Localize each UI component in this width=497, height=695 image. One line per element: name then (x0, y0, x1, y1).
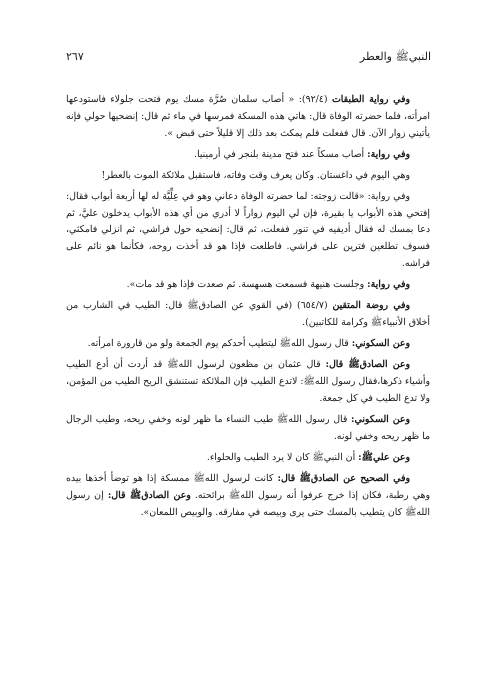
chapter-title: النبيﷺ والعطر (359, 50, 431, 63)
paragraph-4 (66, 189, 430, 273)
paragraph-lead: وفي روضة المتقين (332, 300, 411, 312)
paragraph-text: قال رسول اللهﷺ ليتطيب أحدكم يوم الجمعة ولو من قارورة امرأته. (87, 338, 352, 350)
page-body (66, 92, 430, 526)
paragraph-6 (66, 298, 430, 332)
paragraph-text: قال عثمان بن مظعون لرسول اللهﷺ قد أردت أن أدع الطيب وأشياء ذكرها،فقال رسول اللهﷺ: لاتدع الطيب فإن الملائكة تستنشق الريح الطيب من المؤمن، ولا تدع الطيب في كل جمعة. (65, 359, 430, 404)
page-number: ٢٦٧ (66, 50, 84, 63)
paragraph-text-2: إن رسول اللهﷺ كان يتطيب بالمسك حتى يرى وبيصه في مفارقه. والوبيص اللمعان». (66, 489, 430, 518)
paragraph-9 (66, 412, 430, 446)
paragraph-lead: وفي رواية: (367, 148, 410, 160)
paragraph-lead: وعن السكوني: (351, 413, 410, 425)
paragraph-lead: وعن السكوني: (351, 338, 410, 350)
running-header (66, 48, 431, 66)
paragraph-lead: وعن عليﷺ: (358, 451, 410, 463)
paragraph-lead: وعن الصادقﷺ قال: (325, 359, 410, 371)
paragraph-8 (66, 357, 430, 407)
paragraph-5 (66, 277, 430, 294)
paragraph-10 (66, 450, 430, 467)
paragraph-text: (٩٢/٤): « أصاب سلمان صُرَّة مسك يوم فتحت جلولاء فاستودعها امرأته، فلما حضرته الوفاة قال: هاتي هذه المسكة فمرسها في ماء ثم قال: إنضحيها حولي فإنه يأتيني زوار الآن. قال ففعلت فلم يمكث بعد ذلك إلا قليلاً حتى قبض ». (66, 94, 430, 139)
paragraph-text: أصاب مسكاً عند فتح مدينة بلنجر في أرمينيا. (193, 148, 368, 160)
paragraph-lead: وفي رواية: (367, 279, 410, 291)
paragraph-text: وهي اليوم في داغستان. وكان يعرف وقت وفاته، فاستقبل ملائكة الموت بالعطر! (101, 169, 410, 181)
paragraph-lead: وفي رواية الطبقات (331, 94, 410, 105)
paragraph-text: كانت لرسول اللهﷺ ممسكة إذا هو توضأ أخذها بيده وهي رطبة، فكان إذا خرج عرفوا أنه رسول اللهﷺ برائحته. (66, 472, 430, 501)
paragraph-7 (66, 336, 430, 353)
paragraph-1 (66, 92, 430, 142)
paragraph-text: (٦٥٤/٧) (في القوي عن الصادقﷺ قال: الطيب في الشارب من أخلاق الأنبياءﷺ وكرامة للكاتبين). (66, 300, 430, 329)
paragraph-text: قال رسول اللهﷺ طيب النساء ما ظهر لونه وخفي ريحه، وطيب الرجال ما ظهر ريحه وخفي لونه. (66, 413, 430, 442)
paragraph-3 (66, 168, 430, 185)
paragraph-text: وفي رواية: «قالت زوجته: لما حضرته الوفاة دعاني وهو في عِلِّيَّة له لها أربعة أبواب فقال: إفتحي هذه الأبواب يا بقيرة، فإن لي اليوم زواراً لا أدري من أي هذه الأبواب يدخلون عليَّ، ثم دعا بمسك له فقال أديفيه في تنور ففعلت، ثم قال: إنضحيه حول فراشي، ثم انزلي فامكثي، فسوف تطلعين فترين على فراشي. فاطلعت فإذا هو قد أخذت روحه، فكأنما هو نائم على فراشه. (66, 190, 430, 270)
paragraph-2 (66, 147, 430, 164)
paragraph-lead-2: وعن الصادقﷺ قال: (107, 489, 191, 501)
paragraph-lead: وفي الصحيح عن الصادقﷺ قال: (277, 472, 410, 484)
paragraph-11 (66, 471, 430, 521)
paragraph-text: أن النبيﷺ كان لا يرد الطيب والحلواء. (206, 451, 359, 463)
paragraph-text: وجلست هنيهة فسمعت هسهسة. ثم صعدت فإذا هو قد مات». (126, 279, 368, 291)
